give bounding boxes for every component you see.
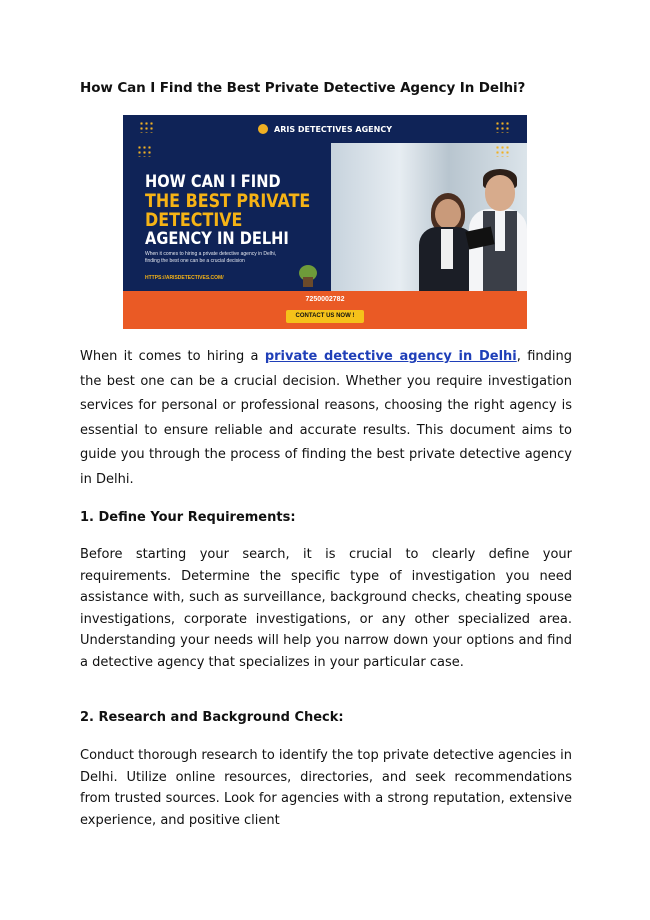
section-1-body: Before starting your search, it is crucial to clearly define your requirements. Determine the specific type of investigation you need assistance with, such as surveillance, background checks, cheating spouse investigations, corporate investigations, or any other specialized area. Understanding your needs will help you narrow down your options and find a detective agency that specializes in your particular case. [80, 547, 572, 670]
banner-brand-bar [123, 115, 527, 143]
woman-face [435, 199, 461, 229]
dots-decoration-icon [139, 121, 153, 133]
plant-pot [303, 277, 313, 287]
banner-image [123, 115, 527, 329]
section-2-heading: 2. Research and Background Check: [80, 710, 344, 725]
banner-headline-line-2: THE BEST PRIVATE DETECTIVE [145, 191, 311, 231]
dots-decoration-icon [137, 145, 151, 157]
banner-headline [145, 173, 317, 249]
intro-text-before: When it comes to hiring a [80, 349, 265, 364]
contact-us-button[interactable]: CONTACT US NOW ! [286, 310, 364, 323]
banner-small-text: When it comes to hiring a private detective agency in Delhi, finding the best one can be a crucial decision [145, 251, 277, 264]
page-title: How Can I Find the Best Private Detective Agency In Delhi? [80, 80, 526, 96]
banner-headline-line-3: AGENCY IN DELHI [145, 229, 289, 249]
agency-link[interactable]: private detective agency in Delhi [264, 349, 517, 364]
banner-url: HTTPS://ARISDETECTIVES.COM/ [145, 275, 224, 281]
section-2-body: Conduct thorough research to identify the top private detective agencies in Delhi. Utilize online resources, directories, and seek recommendations from trusted sources. Look for agencies with a strong reputation, extensive experience, and positive client [80, 748, 572, 828]
man-face [485, 175, 515, 211]
dots-decoration-icon [495, 121, 509, 133]
banner-headline-line-1: HOW CAN I FIND [145, 172, 281, 192]
intro-paragraph [80, 345, 572, 493]
woman-shirt [441, 229, 453, 269]
brand-logo-icon [258, 124, 268, 134]
section-1-heading: 1. Define Your Requirements: [80, 510, 296, 525]
man-collar [495, 211, 505, 251]
intro-text-after: , finding the best one can be a crucial decision. Whether you require investigation services for personal or professional reasons, choosing the right agency is essential to ensure reliable and accurate results. This document aims to guide you through the process of finding the best private detective agency in Delhi. [80, 349, 572, 487]
banner-brand-name: ARIS DETECTIVES AGENCY [274, 124, 392, 134]
banner-phone: 7250002782 [305, 296, 345, 303]
dots-decoration-icon [495, 145, 509, 157]
